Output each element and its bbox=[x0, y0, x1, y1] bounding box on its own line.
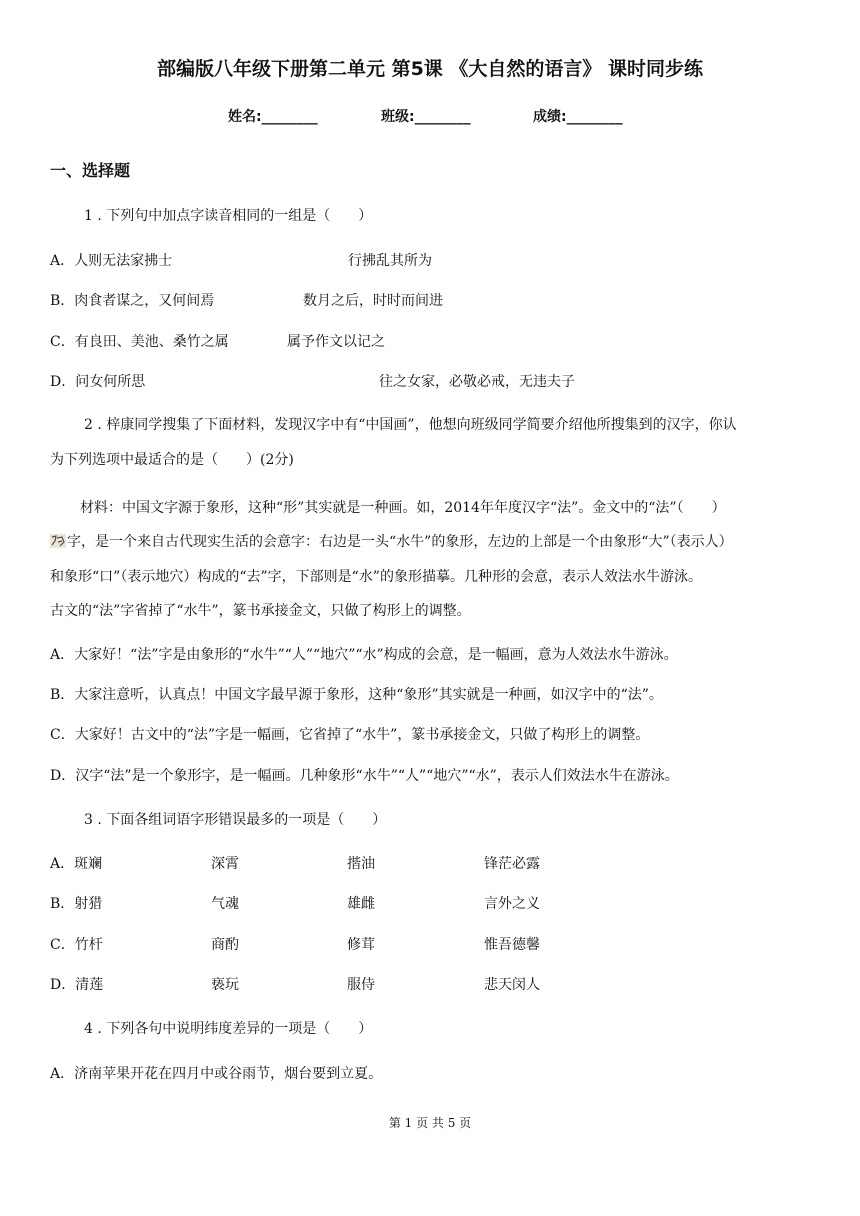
question-2-stem-line2: 为下列选项中最适合的是（ ）(2分) bbox=[50, 452, 294, 468]
page-title: 部编版八年级下册第二单元 第5课 《大自然的语言》 课时同步练 bbox=[156, 58, 704, 80]
q3-option-a-word2: 深霄 bbox=[211, 856, 239, 872]
q3-option-d-word2: 亵玩 bbox=[211, 977, 239, 993]
q3-option-b-word3: 雄雌 bbox=[347, 896, 375, 912]
q2-material-line4: 古文的“法”字省掉了“水牛”，篆书承接金文，只做了构形上的调整。 bbox=[50, 603, 471, 619]
q2-material-line2: 字，是一个来自古代现实生活的会意字：右边是一头“水牛”的象形，左边的上部是一个由象形“大”（表示人） bbox=[67, 534, 733, 550]
q1-option-b-part1: B．肉食者谋之，又何间焉 bbox=[50, 293, 215, 309]
q2-option-c: C．大家好！古文中的“法”字是一幅画，它省掉了“水牛”，篆书承接金文，只做了构形上的调整。 bbox=[50, 727, 650, 743]
q1-option-c-part1: C．有良田、美池、桑竹之属 bbox=[50, 334, 229, 350]
page-footer: 第 1 页 共 5 页 bbox=[388, 1116, 472, 1130]
q1-option-b-part2: 数月之后，时时而间进 bbox=[303, 293, 443, 309]
question-2-stem-line1: 2 . 梓康同学搜集了下面材料，发现汉字中有“中国画”，他想向班级同学简要介绍他所搜集到的汉字，你认 bbox=[84, 417, 737, 433]
q3-option-d-word4: 悲天闵人 bbox=[484, 977, 540, 993]
q3-option-d-word3: 服侍 bbox=[347, 977, 375, 993]
score-field: 成绩:________ bbox=[533, 109, 623, 125]
q4-option-a: A．济南苹果开花在四月中或谷雨节，烟台要到立夏。 bbox=[50, 1066, 383, 1082]
bronze-script-fa-image bbox=[50, 534, 66, 548]
q2-option-b: B．大家注意听，认真点！中国文字最早源于象形，这种“象形”其实就是一种画，如汉字中的“法”。 bbox=[50, 687, 663, 703]
q2-material-line2-row bbox=[50, 531, 733, 551]
class-field: 班级:________ bbox=[381, 109, 471, 125]
q3-option-b-word4: 言外之义 bbox=[484, 896, 540, 912]
q1-option-a-part1: A．人则无法家拂士 bbox=[50, 253, 173, 269]
q3-option-b-word2: 气魂 bbox=[211, 896, 239, 912]
question-4-stem: 4 . 下列各句中说明纬度差异的一项是（ ） bbox=[84, 1021, 373, 1037]
q1-option-d-part1: D．问女何所思 bbox=[50, 374, 146, 390]
q3-option-c-word3: 修茸 bbox=[347, 937, 375, 953]
q1-option-c-part2: 属予作文以记之 bbox=[287, 334, 385, 350]
q1-option-a-part2: 行拂乱其所为 bbox=[348, 253, 432, 269]
q3-option-c-word1: C．竹杆 bbox=[50, 937, 103, 953]
q3-option-c-word2: 商酌 bbox=[211, 937, 239, 953]
q3-option-b-word1: B．射猎 bbox=[50, 896, 103, 912]
section-heading: 一、选择题 bbox=[50, 161, 131, 180]
q3-option-c-word4: 惟吾德馨 bbox=[484, 937, 540, 953]
q3-option-d-word1: D．清莲 bbox=[50, 977, 104, 993]
q3-option-a-word1: A．斑斓 bbox=[50, 856, 103, 872]
q3-option-a-word3: 揩油 bbox=[347, 856, 375, 872]
q2-option-d: D．汉字“法”是一个象形字，是一幅画。几种象形“水牛”“人”“地穴”“水”，表示人们效法水牛在游泳。 bbox=[50, 768, 679, 784]
q2-material-line3: 和象形“口”（表示地穴）构成的“去”字，下部则是“水”的象形描摹。几种形的会意，表示人效法水牛游泳。 bbox=[50, 569, 702, 585]
q2-material-line1: 材料：中国文字源于象形，这种“形”其实就是一种画。如，2014年年度汉字“法”。金文中的“法”（ ） bbox=[80, 500, 726, 516]
question-1-stem: 1 . 下列句中加点字读音相同的一组是（ ） bbox=[84, 208, 373, 224]
q2-option-a: A．大家好！“法”字是由象形的“水牛”“人”“地穴”“水”构成的会意，是一幅画，意为人效法水牛游泳。 bbox=[50, 647, 678, 663]
name-field: 姓名:________ bbox=[228, 109, 318, 125]
q1-option-d-part2: 往之女家，必敬必戒，无违夫子 bbox=[379, 374, 575, 390]
q3-option-a-word4: 锋茫必露 bbox=[484, 856, 540, 872]
question-3-stem: 3 . 下面各组词语字形错误最多的一项是（ ） bbox=[84, 812, 387, 828]
